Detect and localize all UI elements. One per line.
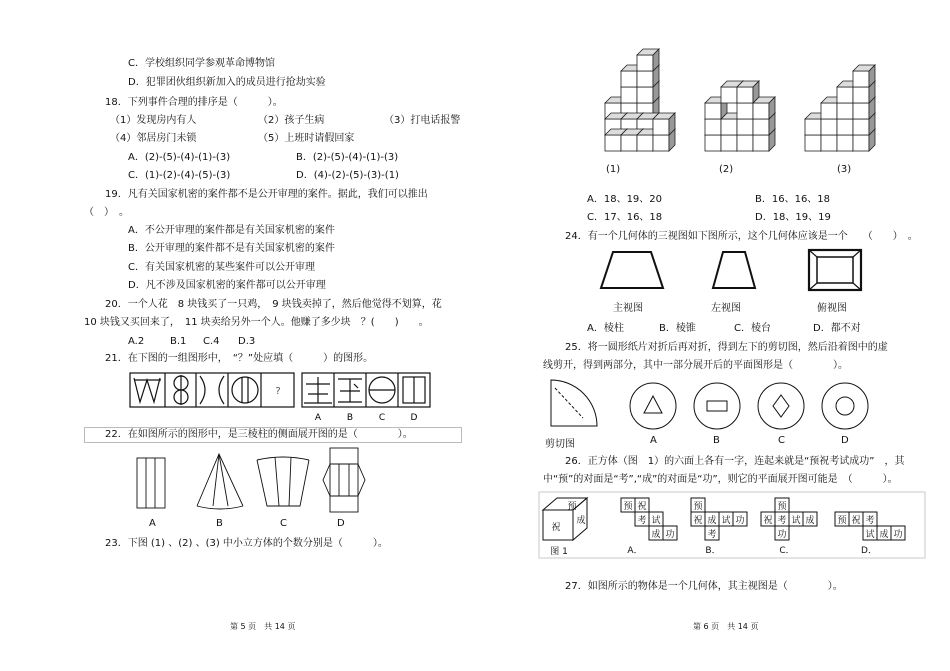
- svg-text:考: 考: [637, 516, 647, 526]
- q24-stem: 24．有一个几何体的三视图如下图所示，这个几何体应该是一个 （ ） 。: [565, 231, 918, 242]
- q18-item-4: （4）邻居房门未锁: [110, 133, 197, 144]
- svg-text:预: 预: [693, 502, 703, 512]
- q20-stem: 20．一个人花 8 块钱买了一只鸡， 9 块钱卖掉了，然后他觉得不划算，花: [105, 299, 442, 310]
- svg-text:功: 功: [665, 530, 675, 540]
- svg-text:试: 试: [651, 516, 661, 526]
- q23-fig-label-2: (2): [719, 164, 734, 175]
- q22-label-c: C: [280, 518, 287, 529]
- svg-text:祝: 祝: [851, 516, 861, 526]
- q23-stem: 23．下图 (1) 、(2) 、(3) 中小立方体的个数分别是（ ）。: [105, 538, 388, 549]
- svg-text:祝: 祝: [637, 502, 647, 512]
- q21-stem: 21．在下图的一组图形中， “？”处应填（ ）的图形。: [105, 353, 374, 364]
- q21-label-d: D: [410, 413, 418, 423]
- q24-option-b[interactable]: B．棱锥: [659, 323, 696, 334]
- q19-option-b[interactable]: B．公开审理的案件都不是有关国家机密的案件: [128, 243, 335, 254]
- q24-option-d[interactable]: D．都不对: [813, 323, 861, 334]
- q22-stem: 22．在如图所示的图形中，是三棱柱的侧面展开图的是（ ）。: [105, 429, 413, 440]
- q22-figures: [125, 446, 365, 516]
- q21-question-mark: ?: [275, 386, 281, 397]
- prev-option-c: C．学校组织同学参观革命博物馆: [128, 58, 275, 69]
- q26-stem: 26．正方体（图 1）的六面上各有一字，连起来就是“预祝考试成功” ，其: [565, 456, 905, 467]
- q25-figures: [547, 376, 857, 432]
- q23-option-d[interactable]: D．18、19、19: [755, 212, 831, 223]
- q27-stem: 27．如图所示的物体是一个几何体，其主视图是（ ）。: [565, 581, 843, 592]
- q26-label-b: B．: [705, 546, 721, 556]
- q18-item-3: （3）打电话报警: [384, 115, 461, 126]
- q23-option-b[interactable]: B．16、16、18: [755, 194, 831, 205]
- q20-option-c[interactable]: C.4: [203, 336, 220, 347]
- q26-fig1-front: 祝: [551, 523, 561, 533]
- q18-option-c[interactable]: C．(1)-(2)-(4)-(5)-(3): [128, 170, 231, 181]
- q26-label-a: A．: [627, 546, 643, 556]
- q25-stem-cont: 线剪开，得到两部分，其中一部分展开后的平面图形是（ ）。: [543, 360, 848, 371]
- svg-text:考: 考: [777, 516, 787, 526]
- q25-label-a: A: [650, 435, 657, 446]
- q26-fig1-side: 成: [576, 516, 586, 526]
- q19-stem-cont: （ ） 。: [84, 207, 129, 218]
- q23-fig-label-3: (3): [837, 164, 852, 175]
- svg-text:考: 考: [707, 530, 717, 540]
- q23-cube-stacks: [595, 55, 895, 165]
- svg-text:试: 试: [721, 516, 731, 526]
- svg-text:功: 功: [777, 530, 787, 540]
- svg-text:成: 成: [805, 516, 815, 526]
- svg-text:成: 成: [879, 530, 889, 540]
- svg-text:考: 考: [865, 516, 875, 526]
- q25-label-d: D: [841, 435, 849, 446]
- right-page: [475, 0, 950, 671]
- prev-option-d: D．犯罪团伙组织新加入的成员进行抢劫实验: [128, 77, 326, 88]
- q23-option-a[interactable]: A．18、19、20: [587, 194, 663, 205]
- svg-text:祝: 祝: [693, 516, 703, 526]
- svg-text:祝: 祝: [763, 516, 773, 526]
- svg-text:预: 预: [777, 502, 787, 512]
- q24-view-side: 左视图: [711, 303, 741, 314]
- q19-option-d[interactable]: D．凡不涉及国家机密的案件都可以公开审理: [128, 280, 326, 291]
- q20-option-d[interactable]: D.3: [238, 336, 256, 347]
- q21-pattern-figure: [128, 370, 448, 426]
- svg-text:成: 成: [707, 516, 717, 526]
- q23-option-c[interactable]: C．17、16、18: [587, 212, 663, 223]
- svg-text:功: 功: [735, 516, 745, 526]
- q25-stem: 25．将一圆形纸片对折后再对折，得到左下的剪切图，然后沿着图中的虚: [565, 342, 888, 353]
- q25-cut-label: 剪切图: [545, 439, 575, 450]
- q26-stem-cont: 中“预”的对面是“考”,“成”的对面是“功”，则它的平面展开图可能是 （ ）。: [543, 474, 898, 485]
- q26-cube-nets: [539, 492, 925, 558]
- q25-label-c: C: [778, 435, 785, 446]
- q24-option-a[interactable]: A．棱柱: [587, 323, 624, 334]
- svg-text:预: 预: [837, 516, 847, 526]
- q18-item-2: （2）孩子生病: [258, 115, 325, 126]
- q23-fig-label-1: (1): [606, 164, 621, 175]
- q22-label-a: A: [149, 518, 156, 529]
- q24-view-top: 俯视图: [817, 303, 847, 314]
- q24-three-views: [595, 248, 875, 296]
- svg-text:预: 预: [623, 502, 633, 512]
- q26-label-c: C．: [779, 546, 795, 556]
- q18-item-5: （5）上班时请假回家: [258, 133, 355, 144]
- q21-label-c: C: [378, 413, 386, 423]
- q22-label-b: B: [216, 518, 223, 529]
- q21-label-a: A: [314, 413, 322, 423]
- q18-item-1: （1）发现房内有人: [110, 115, 197, 126]
- left-page-footer: 第 5 页 共 14 页: [230, 622, 296, 631]
- q20-option-a[interactable]: A.2: [128, 336, 145, 347]
- q25-label-b: B: [713, 435, 720, 446]
- q24-view-front: 主视图: [613, 303, 643, 314]
- q22-label-d: D: [337, 518, 345, 529]
- q19-option-a[interactable]: A．不公开审理的案件都是有关国家机密的案件: [128, 225, 335, 236]
- right-page-footer: 第 6 页 共 14 页: [693, 622, 759, 631]
- q21-label-b: B: [346, 413, 354, 423]
- svg-text:成: 成: [651, 530, 661, 540]
- q26-label-d: D．: [861, 546, 877, 556]
- q20-stem-cont: 10 块钱又买回来了， 11 块卖给另外一个人。他赚了多少块 ？( ) 。: [84, 317, 429, 328]
- q20-option-b[interactable]: B.1: [170, 336, 187, 347]
- q18-option-a[interactable]: A．(2)-(5)-(4)-(1)-(3): [128, 152, 231, 163]
- q19-stem: 19．凡有关国家机密的案件都不是公开审理的案件。据此，我们可以推出: [105, 189, 428, 200]
- q24-option-c[interactable]: C．棱台: [734, 323, 771, 334]
- q19-option-c[interactable]: C．有关国家机密的某些案件可以公开审理: [128, 262, 315, 273]
- q26-fig1-label: 图 1: [550, 547, 568, 557]
- svg-text:试: 试: [791, 516, 801, 526]
- svg-text:功: 功: [893, 530, 903, 540]
- q18-option-b[interactable]: B．(2)-(5)-(4)-(1)-(3): [296, 152, 399, 163]
- q18-option-d[interactable]: D．(4)-(2)-(5)-(3)-(1): [296, 170, 399, 181]
- q26-fig1-top: 预: [567, 502, 577, 512]
- svg-text:试: 试: [865, 530, 875, 540]
- q18-stem: 18．下列事件合理的排序是（ ）。: [105, 97, 283, 108]
